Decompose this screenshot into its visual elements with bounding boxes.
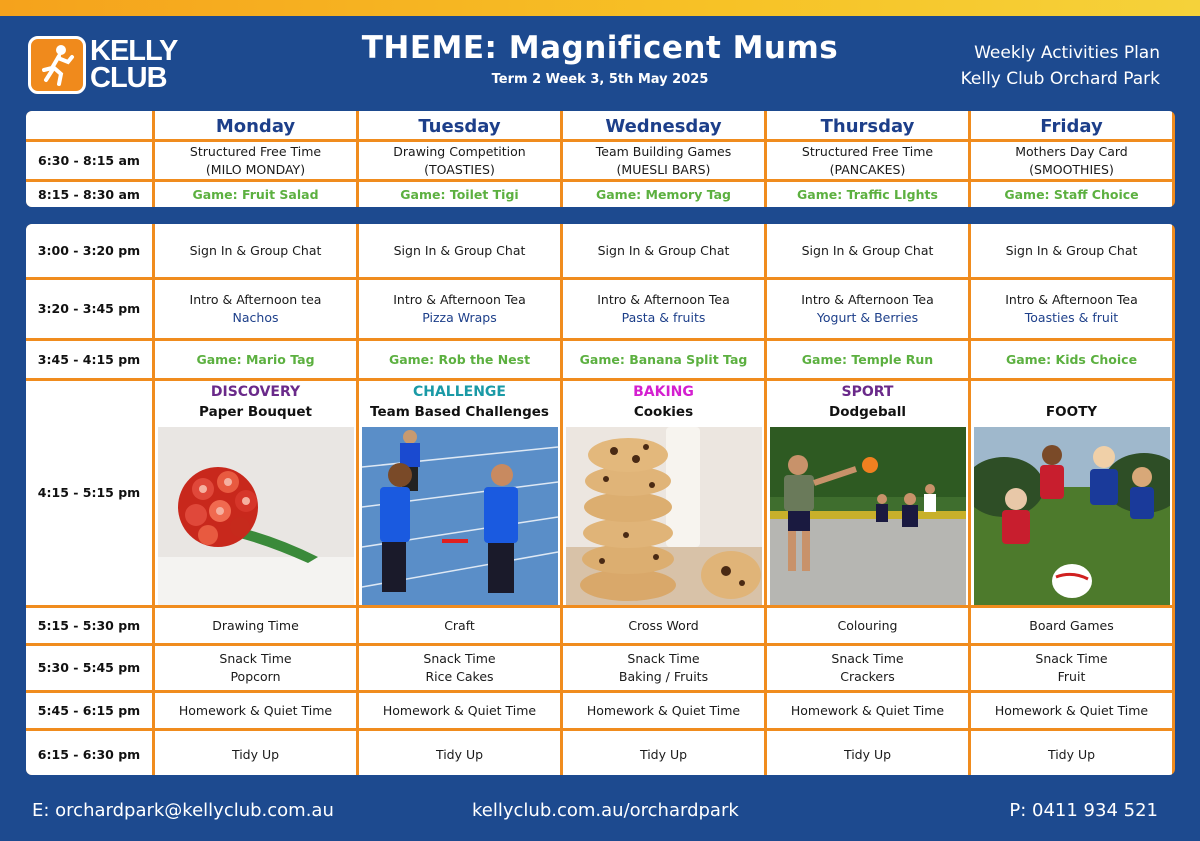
breakfast-line: (MILO MONDAY) xyxy=(205,161,306,177)
running-child-logo-icon xyxy=(28,36,86,94)
quiet-activity-cell: Craft xyxy=(359,608,560,643)
time-slot-label: 5:45 - 6:15 pm xyxy=(26,693,152,728)
breakfast-line: (PANCAKES) xyxy=(829,161,906,177)
signin-cell: Sign In & Group Chat xyxy=(971,224,1172,277)
morning-schedule-table xyxy=(26,111,1175,207)
morning-game-cell: Game: Fruit Salad xyxy=(155,182,356,207)
activity-line: Structured Free Time xyxy=(189,143,322,159)
time-slot-label: 6:30 - 8:15 am xyxy=(26,142,152,179)
tea-food: Toasties & fruit xyxy=(1024,310,1119,325)
snack-food: Baking / Fruits xyxy=(618,669,709,684)
page-subtitle: Term 2 Week 3, 5th May 2025 xyxy=(491,72,709,87)
afternoon-schedule-table xyxy=(26,224,1175,775)
page-footer xyxy=(0,800,1200,824)
page-header xyxy=(300,30,900,87)
homework-cell: Homework & Quiet Time xyxy=(155,693,356,728)
activity-category: DISCOVERY xyxy=(210,384,301,400)
quiet-activity-cell: Drawing Time xyxy=(155,608,356,643)
activity-title: Team Based Challenges xyxy=(370,404,549,420)
snack-label: Snack Time xyxy=(423,651,496,666)
day-header-tuesday: Tuesday xyxy=(359,111,560,139)
quiet-activity-cell: Board Games xyxy=(971,608,1172,643)
morning-activity-cell xyxy=(767,142,968,179)
snack-label: Snack Time xyxy=(627,651,700,666)
activity-line: Drawing Competition xyxy=(393,143,526,159)
snack-food: Crackers xyxy=(840,669,895,684)
activity-category: BAKING xyxy=(633,384,694,400)
afternoon-game-cell: Game: Rob the Nest xyxy=(359,341,560,378)
snack-label: Snack Time xyxy=(831,651,904,666)
tea-label: Intro & Afternoon Tea xyxy=(393,292,526,307)
cookies-photo xyxy=(566,427,762,605)
activity-cell-friday xyxy=(971,381,1172,605)
tidy-up-cell: Tidy Up xyxy=(767,731,968,775)
time-slot-label: 3:00 - 3:20 pm xyxy=(26,224,152,277)
logo-wordmark xyxy=(90,35,178,94)
paper-bouquet-photo xyxy=(158,427,354,605)
morning-game-cell: Game: Memory Tag xyxy=(563,182,764,207)
signin-cell: Sign In & Group Chat xyxy=(767,224,968,277)
afternoon-tea-cell xyxy=(155,280,356,338)
morning-activity-cell xyxy=(971,142,1172,179)
snack-cell xyxy=(563,646,764,690)
header-corner-cell xyxy=(26,111,152,139)
homework-cell: Homework & Quiet Time xyxy=(359,693,560,728)
afternoon-tea-cell xyxy=(971,280,1172,338)
relay-race-photo xyxy=(362,427,558,605)
tea-label: Intro & Afternoon Tea xyxy=(1005,292,1138,307)
tea-label: Intro & Afternoon Tea xyxy=(801,292,934,307)
day-header-thursday: Thursday xyxy=(767,111,968,139)
header-info xyxy=(961,40,1160,92)
afternoon-tea-cell xyxy=(563,280,764,338)
day-header-friday: Friday xyxy=(971,111,1172,139)
quiet-activity-cell: Colouring xyxy=(767,608,968,643)
homework-cell: Homework & Quiet Time xyxy=(971,693,1172,728)
snack-label: Snack Time xyxy=(1035,651,1108,666)
activity-line: Mothers Day Card xyxy=(1015,143,1128,159)
activity-cell-tuesday xyxy=(359,381,560,605)
activity-title: Cookies xyxy=(633,404,694,420)
kelly-club-logo[interactable] xyxy=(28,34,177,96)
breakfast-line: (MUESLI BARS) xyxy=(616,161,711,177)
morning-activity-cell xyxy=(359,142,560,179)
day-header-wednesday: Wednesday xyxy=(563,111,764,139)
website-link[interactable]: kellyclub.com.au/orchardpark xyxy=(472,800,739,821)
morning-game-cell: Game: Toilet Tigi xyxy=(359,182,560,207)
signin-cell: Sign In & Group Chat xyxy=(155,224,356,277)
snack-label: Snack Time xyxy=(219,651,292,666)
page-title: THEME: Magnificent Mums xyxy=(361,30,839,66)
morning-activity-cell xyxy=(563,142,764,179)
time-slot-label: 4:15 - 5:15 pm xyxy=(26,381,152,605)
activity-cell-monday xyxy=(155,381,356,605)
time-slot-label: 3:45 - 4:15 pm xyxy=(26,341,152,378)
tea-label: Intro & Afternoon Tea xyxy=(597,292,730,307)
time-slot-label: 3:20 - 3:45 pm xyxy=(26,280,152,338)
dodgeball-photo xyxy=(770,427,966,605)
day-header-monday: Monday xyxy=(155,111,356,139)
tidy-up-cell: Tidy Up xyxy=(359,731,560,775)
afternoon-game-cell: Game: Banana Split Tag xyxy=(563,341,764,378)
activity-cell-thursday xyxy=(767,381,968,605)
footy-photo xyxy=(974,427,1170,605)
tidy-up-cell: Tidy Up xyxy=(563,731,764,775)
tea-food: Yogurt & Berries xyxy=(816,310,919,325)
contact-email-link[interactable]: E: orchardpark@kellyclub.com.au xyxy=(32,800,334,821)
time-slot-label: 6:15 - 6:30 pm xyxy=(26,731,152,775)
homework-cell: Homework & Quiet Time xyxy=(563,693,764,728)
club-name: Kelly Club Orchard Park xyxy=(960,69,1160,89)
breakfast-line: (TOASTIES) xyxy=(424,161,495,177)
contact-phone-link[interactable]: P: 0411 934 521 xyxy=(1009,800,1158,821)
time-slot-label: 5:30 - 5:45 pm xyxy=(26,646,152,690)
activity-title: Dodgeball xyxy=(829,404,906,420)
snack-food: Rice Cakes xyxy=(425,669,494,684)
tea-food: Nachos xyxy=(232,310,279,325)
activity-line: Structured Free Time xyxy=(801,143,934,159)
activity-cell-wednesday xyxy=(563,381,764,605)
tidy-up-cell: Tidy Up xyxy=(971,731,1172,775)
homework-cell: Homework & Quiet Time xyxy=(767,693,968,728)
morning-activity-cell xyxy=(155,142,356,179)
snack-food: Popcorn xyxy=(230,669,281,684)
signin-cell: Sign In & Group Chat xyxy=(359,224,560,277)
snack-food: Fruit xyxy=(1057,669,1086,684)
activity-line: Team Building Games xyxy=(595,143,732,159)
logo-text-kelly: KELLY xyxy=(90,35,178,67)
afternoon-game-cell: Game: Temple Run xyxy=(767,341,968,378)
morning-game-cell: Game: Traffic LIghts xyxy=(767,182,968,207)
activity-title: Paper Bouquet xyxy=(199,404,312,420)
snack-cell xyxy=(155,646,356,690)
snack-cell xyxy=(767,646,968,690)
activity-category: CHALLENGE xyxy=(412,384,506,400)
tidy-up-cell: Tidy Up xyxy=(155,731,356,775)
snack-cell xyxy=(359,646,560,690)
signin-cell: Sign In & Group Chat xyxy=(563,224,764,277)
time-slot-label: 8:15 - 8:30 am xyxy=(26,182,152,207)
quiet-activity-cell: Cross Word xyxy=(563,608,764,643)
activity-category: SPORT xyxy=(841,384,894,400)
tea-food: Pizza Wraps xyxy=(422,310,497,325)
plan-label: Weekly Activities Plan xyxy=(974,43,1160,63)
snack-cell xyxy=(971,646,1172,690)
tea-label: Intro & Afternoon tea xyxy=(189,292,322,307)
activity-title: FOOTY xyxy=(1045,404,1098,420)
afternoon-game-cell: Game: Mario Tag xyxy=(155,341,356,378)
time-slot-label: 5:15 - 5:30 pm xyxy=(26,608,152,643)
breakfast-line: (SMOOTHIES) xyxy=(1029,161,1114,177)
afternoon-tea-cell xyxy=(767,280,968,338)
morning-game-cell: Game: Staff Choice xyxy=(971,182,1172,207)
top-accent-bar xyxy=(0,0,1200,16)
afternoon-tea-cell xyxy=(359,280,560,338)
afternoon-game-cell: Game: Kids Choice xyxy=(971,341,1172,378)
logo-text-club: CLUB xyxy=(90,62,167,94)
tea-food: Pasta & fruits xyxy=(621,310,706,325)
